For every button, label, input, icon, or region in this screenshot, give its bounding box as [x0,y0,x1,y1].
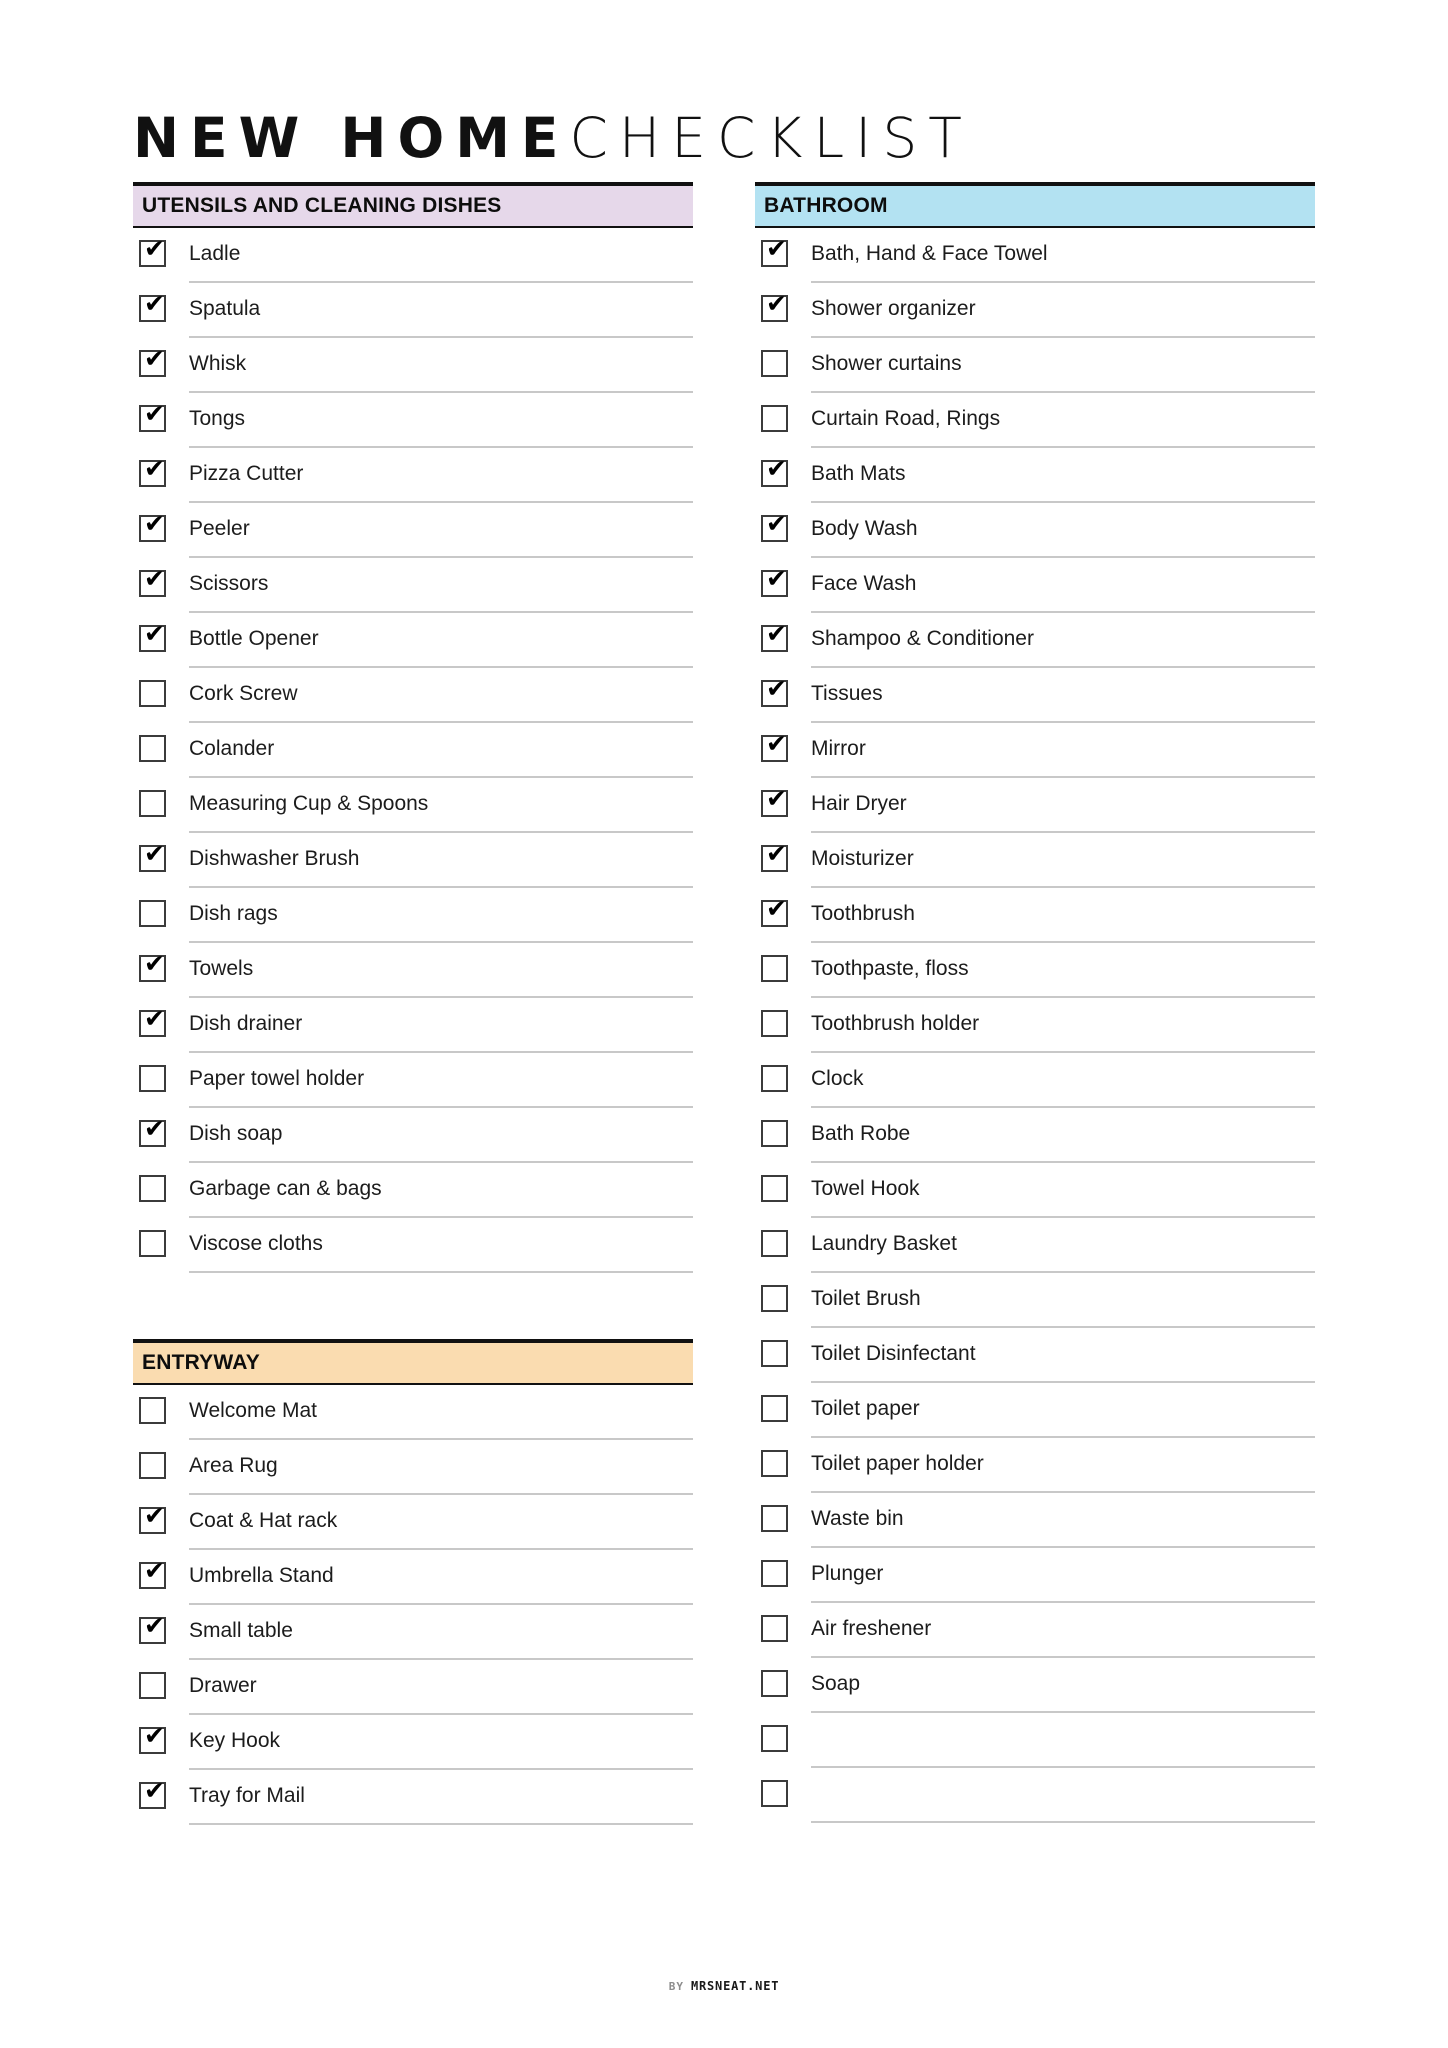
checkbox-checked-icon[interactable] [761,619,788,652]
check-mark-icon: ✔ [144,839,165,868]
checklist-item-label: Paper towel holder [189,1066,365,1090]
checkbox-unchecked-icon[interactable] [761,1175,788,1202]
checklist-row-line [189,998,693,1053]
checklist-item-label: Body Wash [811,516,918,540]
checklist-row[interactable] [755,1438,1315,1493]
section-header-label: ENTRYWAY [142,1351,260,1374]
checklist-row[interactable] [755,668,1315,723]
checklist-item-label: Shower curtains [811,351,962,375]
checklist-item-label: Whisk [189,351,247,375]
checklist-row-line [811,943,1315,998]
right-column [755,182,1315,1823]
checklist-item-label: Clock [811,1066,864,1090]
checklist-row[interactable] [133,1053,693,1108]
checklist-row-line [811,283,1315,338]
checkbox-checked-icon[interactable] [139,949,166,982]
checkbox-unchecked-icon[interactable] [139,790,166,817]
checklist-row-line [189,723,693,778]
checklist-item-label: Face Wash [811,571,917,595]
section-entryway [133,1339,693,1825]
checklist-row[interactable] [755,228,1315,283]
check-mark-icon: ✔ [766,674,787,703]
checkbox-checked-icon[interactable] [139,454,166,487]
checklist-row-line [811,998,1315,1053]
checkbox-unchecked-icon[interactable] [139,735,166,762]
checklist-item-label: Shampoo & Conditioner [811,626,1034,650]
checkbox-unchecked-icon[interactable] [761,1780,788,1807]
checkbox-checked-icon[interactable] [139,399,166,432]
checklist-item-label: Measuring Cup & Spoons [189,791,429,815]
checklist-row[interactable] [755,1768,1315,1823]
checklist-row[interactable] [133,668,693,723]
section-header-utensils-and-cleaning-dishes [133,182,693,228]
page-title-text [133,108,1315,168]
checklist-item-label: Toilet Disinfectant [811,1341,976,1365]
checklist-row-line [189,668,693,723]
checklist-row[interactable] [133,1605,693,1660]
checklist-row[interactable] [755,943,1315,998]
checklist-row[interactable] [133,723,693,778]
checklist-item-label: Ladle [189,241,241,265]
checkbox-checked-icon[interactable] [139,1501,166,1534]
check-mark-icon: ✔ [766,619,787,648]
checklist-row-line [811,888,1315,943]
checklist-row[interactable] [133,338,693,393]
checklist-row[interactable] [133,393,693,448]
checklist-item-label: Small table [189,1618,293,1642]
checklist-row-line [811,1218,1315,1273]
check-mark-icon: ✔ [766,784,787,813]
section-header-label: BATHROOM [764,194,888,217]
check-mark-icon: ✔ [144,1501,165,1530]
checklist-row-line [811,1108,1315,1163]
checklist-row-line [189,888,693,943]
checkbox-unchecked-icon[interactable] [761,1010,788,1037]
checklist-item-label: Drawer [189,1673,257,1697]
page-title-strong: NEW HOME [133,106,570,170]
check-mark-icon: ✔ [766,564,787,593]
checkbox-unchecked-icon[interactable] [761,1450,788,1477]
checklist-row-line [811,1658,1315,1713]
checklist-row[interactable] [133,558,693,613]
check-mark-icon: ✔ [766,509,787,538]
checklist-item-label: Towels [189,956,254,980]
checkbox-unchecked-icon[interactable] [761,1230,788,1257]
checkbox-unchecked-icon[interactable] [761,1285,788,1312]
checklist-item-label: Bath Mats [811,461,906,485]
checkbox-checked-icon[interactable] [139,1556,166,1589]
checkbox-unchecked-icon[interactable] [761,1725,788,1752]
checklist-row[interactable] [755,283,1315,338]
checklist-item-label: Tray for Mail [189,1783,305,1807]
checklist-item-label: Colander [189,736,275,760]
checkbox-checked-icon[interactable] [761,894,788,927]
checklist-row[interactable] [755,1218,1315,1273]
checklist-row-line [189,1660,693,1715]
check-mark-icon: ✔ [766,729,787,758]
checklist-row-line [189,1053,693,1108]
checklist-row-line [811,778,1315,833]
checklist-row[interactable] [133,943,693,998]
checkbox-checked-icon[interactable] [139,1114,166,1147]
checklist-row[interactable] [133,1495,693,1550]
checklist-row-line [189,503,693,558]
checklist-item-label: Dishwasher Brush [189,846,360,870]
checklist-row[interactable] [755,778,1315,833]
check-mark-icon: ✔ [144,509,165,538]
checkbox-unchecked-icon[interactable] [139,1230,166,1257]
checklist-item-label: Spatula [189,296,261,320]
checklist-row-line [811,503,1315,558]
checklist-item-label: Bath Robe [811,1121,911,1145]
checklist-row[interactable] [755,448,1315,503]
checklist-row-line [811,448,1315,503]
checklist-item-label: Toothbrush [811,901,915,925]
checklist-row[interactable] [755,613,1315,668]
section-header-label: UTENSILS AND CLEANING DISHES [142,194,502,217]
checklist-row[interactable] [755,1163,1315,1218]
checkbox-unchecked-icon[interactable] [761,1560,788,1587]
checklist-row-line [189,1163,693,1218]
checklist-row[interactable] [755,1713,1315,1768]
footer-by-label: BY [668,1980,684,1993]
checklist-row-line [811,1603,1315,1658]
checklist-row[interactable] [755,1658,1315,1713]
check-mark-icon: ✔ [766,894,787,923]
checkbox-checked-icon[interactable] [139,234,166,267]
checklist-row[interactable] [133,1770,693,1825]
checklist-row-line [811,1383,1315,1438]
checklist-row[interactable] [755,888,1315,943]
checklist-row-line [189,1715,693,1770]
checklist-item-label: Towel Hook [811,1176,920,1200]
checklist-row[interactable] [133,1108,693,1163]
checklist-row[interactable] [133,1218,693,1273]
checkbox-unchecked-icon[interactable] [761,1395,788,1422]
checkbox-checked-icon[interactable] [761,839,788,872]
check-mark-icon: ✔ [144,399,165,428]
checklist-item-label: Toothbrush holder [811,1011,980,1035]
checklist-item-label: Peeler [189,516,250,540]
checklist-item-label: Air freshener [811,1616,932,1640]
checkbox-unchecked-icon[interactable] [761,1505,788,1532]
checklist-row[interactable] [755,833,1315,888]
left-column [133,182,693,1825]
checklist-item-label: Bottle Opener [189,626,319,650]
checklist-row[interactable] [755,1108,1315,1163]
check-mark-icon: ✔ [144,454,165,483]
checklist-item-label: Toilet paper [811,1396,920,1420]
checklist-row-line [189,833,693,888]
checklist-row-line [811,613,1315,668]
check-mark-icon: ✔ [144,564,165,593]
checklist-row[interactable] [133,1715,693,1770]
check-mark-icon: ✔ [144,1114,165,1143]
checklist-row-line [189,1605,693,1660]
checklist-row-line [811,1768,1315,1823]
checklist-row[interactable] [133,998,693,1053]
checklist-item-label: Viscose cloths [189,1231,323,1255]
checklist-item-label: Laundry Basket [811,1231,957,1255]
checklist-row-line [189,393,693,448]
checklist-row[interactable] [133,833,693,888]
checkbox-checked-icon[interactable] [139,619,166,652]
checklist-row[interactable] [755,1603,1315,1658]
check-mark-icon: ✔ [144,234,165,263]
checkbox-checked-icon[interactable] [761,509,788,542]
checklist-row-line [189,1385,693,1440]
checklist-row-line [189,283,693,338]
check-mark-icon: ✔ [144,1776,165,1805]
checklist-item-label: Mirror [811,736,866,760]
check-mark-icon: ✔ [766,839,787,868]
checklist-item-label: Scissors [189,571,269,595]
checklist-item-label: Area Rug [189,1453,278,1477]
item-list-bathroom [755,228,1315,1823]
checklist-item-label: Tissues [811,681,883,705]
section-utensils-and-cleaning-dishes [133,182,693,1273]
check-mark-icon: ✔ [144,619,165,648]
check-mark-icon: ✔ [144,949,165,978]
checklist-item-label: Moisturizer [811,846,914,870]
checklist-item-label: Toothpaste, floss [811,956,969,980]
checklist-row-line [189,1108,693,1163]
checklist-row-line [189,448,693,503]
checklist-item-label: Hair Dryer [811,791,907,815]
check-mark-icon: ✔ [144,1611,165,1640]
checklist-item-label: Welcome Mat [189,1398,317,1422]
checklist-item-label: Coat & Hat rack [189,1508,338,1532]
checklist-row-line [189,1770,693,1825]
checklist-row-line [811,1713,1315,1768]
checkbox-checked-icon[interactable] [139,1776,166,1809]
checklist-row-line [189,1550,693,1605]
checklist-row-line [189,338,693,393]
checkbox-unchecked-icon[interactable] [139,900,166,927]
checklist-row[interactable] [755,998,1315,1053]
checklist-row[interactable] [755,338,1315,393]
check-mark-icon: ✔ [144,289,165,318]
checklist-row-line [189,1218,693,1273]
checklist-row[interactable] [755,558,1315,613]
checkbox-checked-icon[interactable] [139,1611,166,1644]
checkbox-checked-icon[interactable] [139,289,166,322]
checklist-row[interactable] [133,613,693,668]
checkbox-checked-icon[interactable] [139,564,166,597]
checklist-row[interactable] [133,778,693,833]
checklist-row[interactable] [133,283,693,338]
section-header-entryway [133,1339,693,1385]
checklist-row-line [811,1053,1315,1108]
page-title-light: CHECKLIST [569,106,973,170]
checkbox-checked-icon[interactable] [139,839,166,872]
checklist-row[interactable] [755,1053,1315,1108]
checklist-row-line [811,338,1315,393]
checklist-row[interactable] [755,1328,1315,1383]
checkbox-unchecked-icon[interactable] [761,405,788,432]
checklist-row-line [811,833,1315,888]
checklist-row[interactable] [133,888,693,943]
checkbox-unchecked-icon[interactable] [139,1397,166,1424]
checkbox-unchecked-icon[interactable] [761,1120,788,1147]
checklist-item-label: Garbage can & bags [189,1176,382,1200]
checklist-row[interactable] [133,448,693,503]
checklist-row-line [811,1273,1315,1328]
checkbox-checked-icon[interactable] [761,289,788,322]
checkbox-checked-icon[interactable] [761,674,788,707]
check-mark-icon: ✔ [766,234,787,263]
checkbox-checked-icon[interactable] [139,1004,166,1037]
checkbox-unchecked-icon[interactable] [139,1175,166,1202]
checklist-row-line [189,778,693,833]
checklist-row[interactable] [133,1163,693,1218]
section-header-bathroom [755,182,1315,228]
checklist-row-line [189,613,693,668]
checkbox-unchecked-icon[interactable] [761,1670,788,1697]
checklist-item-label: Dish drainer [189,1011,303,1035]
checkbox-checked-icon[interactable] [761,454,788,487]
checklist-item-label: Dish soap [189,1121,283,1145]
checklist-item-label: Soap [811,1671,861,1695]
check-mark-icon: ✔ [766,289,787,318]
item-list-entryway [133,1385,693,1825]
checkbox-checked-icon[interactable] [761,784,788,817]
checklist-item-label: Dish rags [189,901,278,925]
checklist-item-label: Cork Screw [189,681,298,705]
checkbox-unchecked-icon[interactable] [761,1065,788,1092]
checkbox-unchecked-icon[interactable] [761,955,788,982]
checklist-row[interactable] [755,393,1315,448]
footer-credit [0,1977,1448,1995]
checklist-row-line [189,1440,693,1495]
checklist-row-line [811,1548,1315,1603]
checkbox-unchecked-icon[interactable] [139,680,166,707]
section-bathroom [755,182,1315,1823]
page-title [133,0,1315,182]
checkbox-unchecked-icon[interactable] [139,1672,166,1699]
footer-site-label: MRSNEAT.NET [690,1979,780,1993]
checklist-item-label: Toilet paper holder [811,1451,984,1475]
checklist-item-label: Umbrella Stand [189,1563,334,1587]
checkbox-checked-icon[interactable] [761,234,788,267]
checklist-row[interactable] [755,503,1315,558]
check-mark-icon: ✔ [144,1556,165,1585]
checklist-row-line [811,1493,1315,1548]
checklist-item-label: Toilet Brush [811,1286,921,1310]
checkbox-unchecked-icon[interactable] [761,1340,788,1367]
checklist-item-label: Key Hook [189,1728,281,1752]
checklist-item-label: Bath, Hand & Face Towel [811,241,1048,265]
checklist-row[interactable] [133,1440,693,1495]
checklist-row-line [811,228,1315,283]
checklist-row[interactable] [755,1493,1315,1548]
checklist-item-label: Waste bin [811,1506,904,1530]
checklist-row-line [189,943,693,998]
checklist-row-line [811,393,1315,448]
checklist-row-line [811,723,1315,778]
checklist-row[interactable] [133,503,693,558]
checklist-item-label: Plunger [811,1561,884,1585]
checklist-row[interactable] [133,228,693,283]
checklist-row-line [811,1163,1315,1218]
checklist-item-label: Tongs [189,406,246,430]
check-mark-icon: ✔ [144,344,165,373]
checklist-row[interactable] [755,723,1315,778]
check-mark-icon: ✔ [144,1004,165,1033]
checkbox-checked-icon[interactable] [139,1721,166,1754]
checkbox-unchecked-icon[interactable] [139,1065,166,1092]
checklist-row[interactable] [133,1550,693,1605]
checklist-row[interactable] [755,1548,1315,1603]
checklist-item-label: Curtain Road, Rings [811,406,1001,430]
checkbox-checked-icon[interactable] [761,729,788,762]
checklist-row[interactable] [133,1385,693,1440]
checkbox-checked-icon[interactable] [139,509,166,542]
checklist-row-line [811,1328,1315,1383]
check-mark-icon: ✔ [144,1721,165,1750]
checkbox-unchecked-icon[interactable] [761,1615,788,1642]
item-list-utensils-and-cleaning-dishes [133,228,693,1273]
checkbox-checked-icon[interactable] [761,564,788,597]
checkbox-unchecked-icon[interactable] [139,1452,166,1479]
checklist-columns [133,182,1315,1825]
checkbox-checked-icon[interactable] [139,344,166,377]
check-mark-icon: ✔ [766,454,787,483]
checklist-row-line [811,558,1315,613]
checklist-row-line [189,1495,693,1550]
checklist-item-label: Shower organizer [811,296,976,320]
checkbox-unchecked-icon[interactable] [761,350,788,377]
checklist-row-line [189,228,693,283]
checklist-item-label: Pizza Cutter [189,461,304,485]
checklist-row[interactable] [133,1660,693,1715]
checklist-row[interactable] [755,1273,1315,1328]
checklist-row-line [811,668,1315,723]
checklist-row-line [811,1438,1315,1493]
checklist-row[interactable] [755,1383,1315,1438]
checklist-row-line [189,558,693,613]
